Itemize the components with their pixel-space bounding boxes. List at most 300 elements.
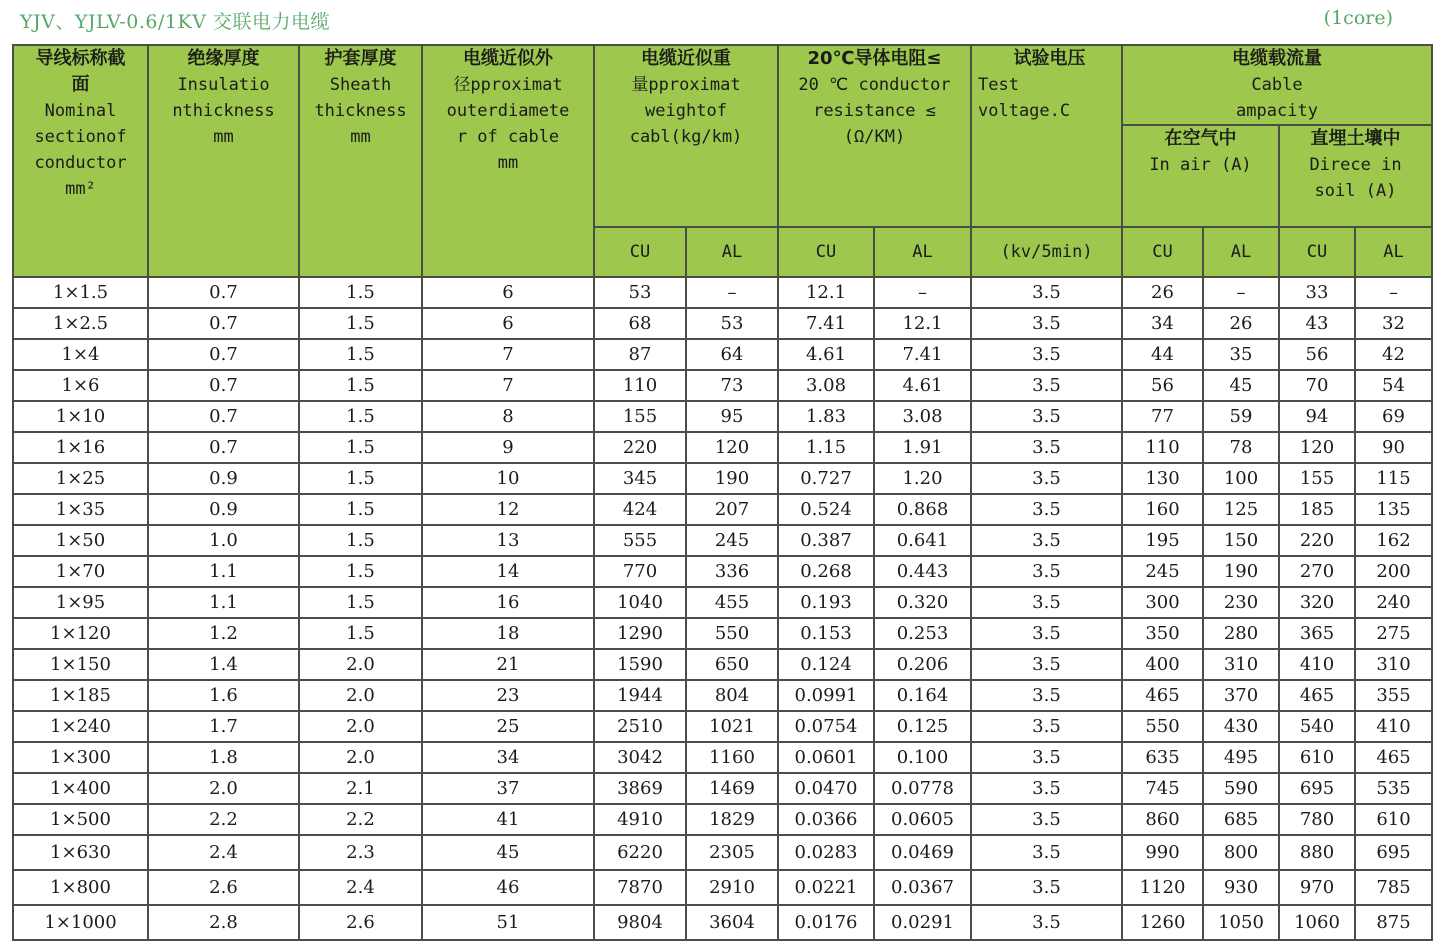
cell-soil-al: 54: [1355, 370, 1432, 401]
cell-air-cu: 56: [1122, 370, 1203, 401]
cell-weight-al: –: [686, 277, 778, 308]
cell-weight-al: 2910: [686, 870, 778, 905]
cell-resistance-cu: 0.193: [778, 587, 874, 618]
cell-soil-al: 135: [1355, 494, 1432, 525]
document-title: YJV、YJLV-0.6/1KV 交联电力电缆: [20, 11, 330, 33]
cell-soil-cu: 465: [1279, 680, 1355, 711]
cell-air-al: 125: [1203, 494, 1279, 525]
cell-weight-al: 190: [686, 463, 778, 494]
header-nominal-section: 导线标称截 面 Nominal sectionof conductor mm²: [13, 45, 148, 277]
cell-test-voltage: 3.5: [971, 905, 1122, 940]
cell-air-cu: 550: [1122, 711, 1203, 742]
cell-soil-al: 695: [1355, 835, 1432, 870]
cell-weight-al: 64: [686, 339, 778, 370]
table-row: [13, 587, 1432, 618]
cell-sheath: 1.5: [299, 277, 422, 308]
cell-soil-al: 410: [1355, 711, 1432, 742]
header-approx-weight: 电缆近似重 量pproximat weightof cabl(kg/km): [594, 45, 778, 227]
cell-air-cu: 465: [1122, 680, 1203, 711]
header-weight-cu: CU: [594, 227, 686, 277]
cell-resistance-cu: 0.0754: [778, 711, 874, 742]
header-insulation-thickness: 绝缘厚度 Insulatio nthickness mm: [148, 45, 299, 277]
cell-soil-cu: 1060: [1279, 905, 1355, 940]
cell-air-al: 45: [1203, 370, 1279, 401]
cell-air-cu: 160: [1122, 494, 1203, 525]
cell-section: 1×95: [13, 587, 148, 618]
cell-weight-cu: 220: [594, 432, 686, 463]
cell-insulation: 0.7: [148, 339, 299, 370]
cell-sheath: 1.5: [299, 525, 422, 556]
cell-insulation: 1.0: [148, 525, 299, 556]
cell-insulation: 0.7: [148, 401, 299, 432]
core-count-label: (1core): [1323, 7, 1393, 29]
cell-soil-cu: 320: [1279, 587, 1355, 618]
cell-section: 1×1000: [13, 905, 148, 940]
cell-resistance-al: 0.0291: [874, 905, 971, 940]
cell-resistance-cu: 0.0601: [778, 742, 874, 773]
table-row: [13, 618, 1432, 649]
cell-air-al: 78: [1203, 432, 1279, 463]
cell-weight-al: 455: [686, 587, 778, 618]
cell-test-voltage: 3.5: [971, 680, 1122, 711]
table-row: [13, 401, 1432, 432]
header-soil-al: AL: [1355, 227, 1432, 277]
cell-resistance-al: 0.641: [874, 525, 971, 556]
cell-section: 1×25: [13, 463, 148, 494]
cell-air-cu: 990: [1122, 835, 1203, 870]
cell-weight-al: 120: [686, 432, 778, 463]
cell-air-al: 59: [1203, 401, 1279, 432]
cell-air-cu: 400: [1122, 649, 1203, 680]
cell-resistance-al: 0.868: [874, 494, 971, 525]
cell-air-al: 1050: [1203, 905, 1279, 940]
header-resistance-cu: CU: [778, 227, 874, 277]
cell-insulation: 2.4: [148, 835, 299, 870]
cell-air-cu: 130: [1122, 463, 1203, 494]
cell-section: 1×35: [13, 494, 148, 525]
table-row: [13, 742, 1432, 773]
cell-resistance-al: 0.164: [874, 680, 971, 711]
cell-air-al: 930: [1203, 870, 1279, 905]
cell-weight-al: 245: [686, 525, 778, 556]
cell-diameter: 16: [422, 587, 594, 618]
cell-air-al: 310: [1203, 649, 1279, 680]
cell-weight-cu: 3042: [594, 742, 686, 773]
cell-resistance-cu: 0.524: [778, 494, 874, 525]
cell-insulation: 2.2: [148, 804, 299, 835]
table-row: [13, 494, 1432, 525]
cell-resistance-al: 12.1: [874, 308, 971, 339]
cell-air-al: –: [1203, 277, 1279, 308]
cell-air-al: 685: [1203, 804, 1279, 835]
cell-section: 1×10: [13, 401, 148, 432]
cell-sheath: 1.5: [299, 463, 422, 494]
cell-resistance-al: 0.0778: [874, 773, 971, 804]
cell-soil-al: 785: [1355, 870, 1432, 905]
cell-soil-cu: 880: [1279, 835, 1355, 870]
cell-section: 1×400: [13, 773, 148, 804]
cell-soil-al: 355: [1355, 680, 1432, 711]
table-row: [13, 835, 1432, 870]
cell-soil-cu: 365: [1279, 618, 1355, 649]
cell-resistance-cu: 0.727: [778, 463, 874, 494]
cell-section: 1×800: [13, 870, 148, 905]
cell-resistance-cu: 1.15: [778, 432, 874, 463]
cell-resistance-cu: 0.0470: [778, 773, 874, 804]
cell-weight-cu: 9804: [594, 905, 686, 940]
cell-weight-cu: 770: [594, 556, 686, 587]
cell-sheath: 1.5: [299, 587, 422, 618]
cell-sheath: 1.5: [299, 556, 422, 587]
header-air-cu: CU: [1122, 227, 1203, 277]
cell-soil-al: 275: [1355, 618, 1432, 649]
table-row: [13, 711, 1432, 742]
header-outer-diameter: 电缆近似外 径pproximat outerdiamete r of cable mm: [422, 45, 594, 277]
cell-soil-cu: 33: [1279, 277, 1355, 308]
cell-air-cu: 34: [1122, 308, 1203, 339]
cell-test-voltage: 3.5: [971, 804, 1122, 835]
cell-insulation: 1.6: [148, 680, 299, 711]
cell-insulation: 2.8: [148, 905, 299, 940]
cell-resistance-cu: 0.268: [778, 556, 874, 587]
cell-air-al: 150: [1203, 525, 1279, 556]
cell-soil-al: 310: [1355, 649, 1432, 680]
cell-weight-cu: 4910: [594, 804, 686, 835]
cell-air-al: 590: [1203, 773, 1279, 804]
cell-test-voltage: 3.5: [971, 401, 1122, 432]
cell-insulation: 1.7: [148, 711, 299, 742]
cell-weight-cu: 424: [594, 494, 686, 525]
cell-soil-cu: 410: [1279, 649, 1355, 680]
cell-diameter: 14: [422, 556, 594, 587]
cell-resistance-al: 1.91: [874, 432, 971, 463]
cell-sheath: 2.0: [299, 711, 422, 742]
cell-air-cu: 77: [1122, 401, 1203, 432]
cell-sheath: 2.0: [299, 742, 422, 773]
header-in-air: 在空气中 In air (A): [1122, 125, 1279, 227]
cell-soil-al: –: [1355, 277, 1432, 308]
cell-weight-al: 804: [686, 680, 778, 711]
cable-spec-table: [12, 44, 1433, 941]
cell-air-al: 26: [1203, 308, 1279, 339]
cell-insulation: 1.2: [148, 618, 299, 649]
header-voltage-unit: (kv/5min): [971, 227, 1122, 277]
cell-weight-al: 53: [686, 308, 778, 339]
title-bar: [0, 0, 1451, 42]
cell-air-al: 280: [1203, 618, 1279, 649]
cell-soil-cu: 540: [1279, 711, 1355, 742]
cell-weight-cu: 2510: [594, 711, 686, 742]
cell-weight-al: 550: [686, 618, 778, 649]
cell-air-cu: 350: [1122, 618, 1203, 649]
header-air-al: AL: [1203, 227, 1279, 277]
cell-test-voltage: 3.5: [971, 649, 1122, 680]
cell-test-voltage: 3.5: [971, 308, 1122, 339]
cell-insulation: 0.9: [148, 463, 299, 494]
cell-weight-cu: 155: [594, 401, 686, 432]
cell-test-voltage: 3.5: [971, 742, 1122, 773]
cell-sheath: 2.4: [299, 870, 422, 905]
cell-section: 1×4: [13, 339, 148, 370]
cell-weight-cu: 555: [594, 525, 686, 556]
cell-resistance-cu: 0.387: [778, 525, 874, 556]
cell-air-al: 495: [1203, 742, 1279, 773]
cell-sheath: 2.0: [299, 649, 422, 680]
cell-weight-cu: 53: [594, 277, 686, 308]
cell-resistance-al: 0.0469: [874, 835, 971, 870]
table-row: [13, 680, 1432, 711]
table-row: [13, 370, 1432, 401]
cell-diameter: 9: [422, 432, 594, 463]
cell-sheath: 1.5: [299, 339, 422, 370]
cell-sheath: 2.2: [299, 804, 422, 835]
cell-section: 1×50: [13, 525, 148, 556]
cell-resistance-cu: 1.83: [778, 401, 874, 432]
cell-air-cu: 300: [1122, 587, 1203, 618]
cell-resistance-al: 0.253: [874, 618, 971, 649]
cell-section: 1×300: [13, 742, 148, 773]
cell-section: 1×500: [13, 804, 148, 835]
table-row: [13, 463, 1432, 494]
cell-section: 1×120: [13, 618, 148, 649]
cell-diameter: 10: [422, 463, 594, 494]
cell-test-voltage: 3.5: [971, 835, 1122, 870]
cell-air-cu: 860: [1122, 804, 1203, 835]
cell-weight-al: 1021: [686, 711, 778, 742]
cell-weight-al: 336: [686, 556, 778, 587]
header-in-soil: 直埋土壤中 Direce in soil (A): [1279, 125, 1432, 227]
table-row: [13, 525, 1432, 556]
cell-weight-al: 73: [686, 370, 778, 401]
cell-insulation: 1.1: [148, 556, 299, 587]
cell-soil-al: 42: [1355, 339, 1432, 370]
cell-resistance-cu: 0.124: [778, 649, 874, 680]
cell-air-cu: 635: [1122, 742, 1203, 773]
cell-air-cu: 1120: [1122, 870, 1203, 905]
cell-soil-al: 32: [1355, 308, 1432, 339]
cell-weight-cu: 1040: [594, 587, 686, 618]
cell-test-voltage: 3.5: [971, 525, 1122, 556]
cell-air-al: 430: [1203, 711, 1279, 742]
cell-sheath: 2.3: [299, 835, 422, 870]
cell-section: 1×70: [13, 556, 148, 587]
cell-sheath: 2.6: [299, 905, 422, 940]
cell-test-voltage: 3.5: [971, 494, 1122, 525]
cell-test-voltage: 3.5: [971, 277, 1122, 308]
table-row: [13, 773, 1432, 804]
cell-insulation: 0.7: [148, 432, 299, 463]
cell-insulation: 0.9: [148, 494, 299, 525]
cell-diameter: 7: [422, 370, 594, 401]
header-weight-al: AL: [686, 227, 778, 277]
cell-sheath: 1.5: [299, 308, 422, 339]
cell-weight-al: 2305: [686, 835, 778, 870]
cell-sheath: 1.5: [299, 370, 422, 401]
cell-soil-al: 535: [1355, 773, 1432, 804]
table-row: [13, 556, 1432, 587]
cell-air-cu: 245: [1122, 556, 1203, 587]
cell-weight-al: 207: [686, 494, 778, 525]
cell-sheath: 1.5: [299, 401, 422, 432]
cell-insulation: 0.7: [148, 308, 299, 339]
cell-soil-al: 610: [1355, 804, 1432, 835]
cell-section: 1×185: [13, 680, 148, 711]
cell-test-voltage: 3.5: [971, 870, 1122, 905]
cell-resistance-al: 0.320: [874, 587, 971, 618]
cell-soil-cu: 220: [1279, 525, 1355, 556]
cell-insulation: 1.8: [148, 742, 299, 773]
cell-weight-al: 3604: [686, 905, 778, 940]
cell-weight-cu: 3869: [594, 773, 686, 804]
cell-test-voltage: 3.5: [971, 773, 1122, 804]
cell-weight-cu: 6220: [594, 835, 686, 870]
cell-resistance-cu: 0.0283: [778, 835, 874, 870]
cell-insulation: 0.7: [148, 277, 299, 308]
cell-test-voltage: 3.5: [971, 370, 1122, 401]
header-resistance-al: AL: [874, 227, 971, 277]
table-row: [13, 870, 1432, 905]
cell-insulation: 1.1: [148, 587, 299, 618]
cell-soil-al: 465: [1355, 742, 1432, 773]
cell-air-cu: 1260: [1122, 905, 1203, 940]
cell-weight-cu: 1944: [594, 680, 686, 711]
cell-diameter: 8: [422, 401, 594, 432]
table-row: [13, 339, 1432, 370]
cell-insulation: 1.4: [148, 649, 299, 680]
cell-resistance-al: 0.100: [874, 742, 971, 773]
cell-weight-cu: 110: [594, 370, 686, 401]
cell-resistance-cu: 4.61: [778, 339, 874, 370]
cell-air-al: 35: [1203, 339, 1279, 370]
cell-soil-cu: 120: [1279, 432, 1355, 463]
cell-weight-al: 650: [686, 649, 778, 680]
cell-resistance-al: 0.125: [874, 711, 971, 742]
cell-diameter: 34: [422, 742, 594, 773]
cell-diameter: 41: [422, 804, 594, 835]
cell-resistance-cu: 0.0991: [778, 680, 874, 711]
cell-soil-cu: 270: [1279, 556, 1355, 587]
table-row: [13, 804, 1432, 835]
cell-diameter: 37: [422, 773, 594, 804]
header-soil-cu: CU: [1279, 227, 1355, 277]
cell-weight-cu: 7870: [594, 870, 686, 905]
cell-soil-cu: 185: [1279, 494, 1355, 525]
cell-soil-cu: 56: [1279, 339, 1355, 370]
cell-air-cu: 745: [1122, 773, 1203, 804]
cell-diameter: 25: [422, 711, 594, 742]
cell-diameter: 18: [422, 618, 594, 649]
cell-weight-cu: 345: [594, 463, 686, 494]
cell-resistance-al: 4.61: [874, 370, 971, 401]
cell-test-voltage: 3.5: [971, 339, 1122, 370]
cell-soil-al: 90: [1355, 432, 1432, 463]
cell-test-voltage: 3.5: [971, 432, 1122, 463]
cell-soil-cu: 43: [1279, 308, 1355, 339]
cell-soil-al: 162: [1355, 525, 1432, 556]
cell-soil-al: 875: [1355, 905, 1432, 940]
cell-air-cu: 195: [1122, 525, 1203, 556]
cell-soil-al: 115: [1355, 463, 1432, 494]
cell-sheath: 2.1: [299, 773, 422, 804]
cell-section: 1×6: [13, 370, 148, 401]
cell-insulation: 2.0: [148, 773, 299, 804]
cell-sheath: 1.5: [299, 432, 422, 463]
cell-sheath: 1.5: [299, 618, 422, 649]
cell-diameter: 45: [422, 835, 594, 870]
cell-air-al: 370: [1203, 680, 1279, 711]
cell-section: 1×150: [13, 649, 148, 680]
cell-resistance-cu: 0.0366: [778, 804, 874, 835]
cell-resistance-cu: 7.41: [778, 308, 874, 339]
cell-soil-cu: 610: [1279, 742, 1355, 773]
cell-resistance-al: 7.41: [874, 339, 971, 370]
cell-resistance-cu: 0.153: [778, 618, 874, 649]
cell-air-al: 100: [1203, 463, 1279, 494]
cell-weight-al: 1829: [686, 804, 778, 835]
cell-diameter: 6: [422, 277, 594, 308]
table-row: [13, 277, 1432, 308]
cell-test-voltage: 3.5: [971, 463, 1122, 494]
cell-diameter: 12: [422, 494, 594, 525]
cell-resistance-al: 0.206: [874, 649, 971, 680]
cell-air-cu: 110: [1122, 432, 1203, 463]
cell-soil-al: 200: [1355, 556, 1432, 587]
cell-test-voltage: 3.5: [971, 556, 1122, 587]
cell-diameter: 46: [422, 870, 594, 905]
cell-soil-al: 69: [1355, 401, 1432, 432]
cell-diameter: 23: [422, 680, 594, 711]
cell-air-cu: 44: [1122, 339, 1203, 370]
cell-test-voltage: 3.5: [971, 587, 1122, 618]
cell-weight-cu: 87: [594, 339, 686, 370]
table-row: [13, 905, 1432, 940]
cell-soil-cu: 70: [1279, 370, 1355, 401]
cell-sheath: 1.5: [299, 494, 422, 525]
cell-weight-cu: 1590: [594, 649, 686, 680]
cell-soil-cu: 94: [1279, 401, 1355, 432]
cell-resistance-al: 1.20: [874, 463, 971, 494]
table-row: [13, 308, 1432, 339]
cell-weight-cu: 68: [594, 308, 686, 339]
cell-resistance-cu: 0.0221: [778, 870, 874, 905]
cell-air-al: 230: [1203, 587, 1279, 618]
cell-air-al: 190: [1203, 556, 1279, 587]
cell-insulation: 0.7: [148, 370, 299, 401]
cell-diameter: 21: [422, 649, 594, 680]
cell-weight-al: 1160: [686, 742, 778, 773]
cell-diameter: 6: [422, 308, 594, 339]
cell-soil-cu: 155: [1279, 463, 1355, 494]
cell-resistance-cu: 3.08: [778, 370, 874, 401]
cell-insulation: 2.6: [148, 870, 299, 905]
cell-section: 1×1.5: [13, 277, 148, 308]
header-conductor-resistance: 20℃导体电阻≤ 20 ℃ conductor resistance ≤ (Ω/KM): [778, 45, 971, 227]
cell-section: 1×630: [13, 835, 148, 870]
cell-weight-cu: 1290: [594, 618, 686, 649]
cell-sheath: 2.0: [299, 680, 422, 711]
cell-resistance-al: 0.443: [874, 556, 971, 587]
cell-test-voltage: 3.5: [971, 618, 1122, 649]
header-cable-ampacity: 电缆载流量 Cable ampacity: [1122, 45, 1432, 125]
cell-soil-al: 240: [1355, 587, 1432, 618]
cell-resistance-cu: 12.1: [778, 277, 874, 308]
cell-air-cu: 26: [1122, 277, 1203, 308]
cell-diameter: 13: [422, 525, 594, 556]
cell-section: 1×240: [13, 711, 148, 742]
cell-resistance-al: 0.0605: [874, 804, 971, 835]
table-body: [13, 277, 1432, 940]
cell-soil-cu: 780: [1279, 804, 1355, 835]
